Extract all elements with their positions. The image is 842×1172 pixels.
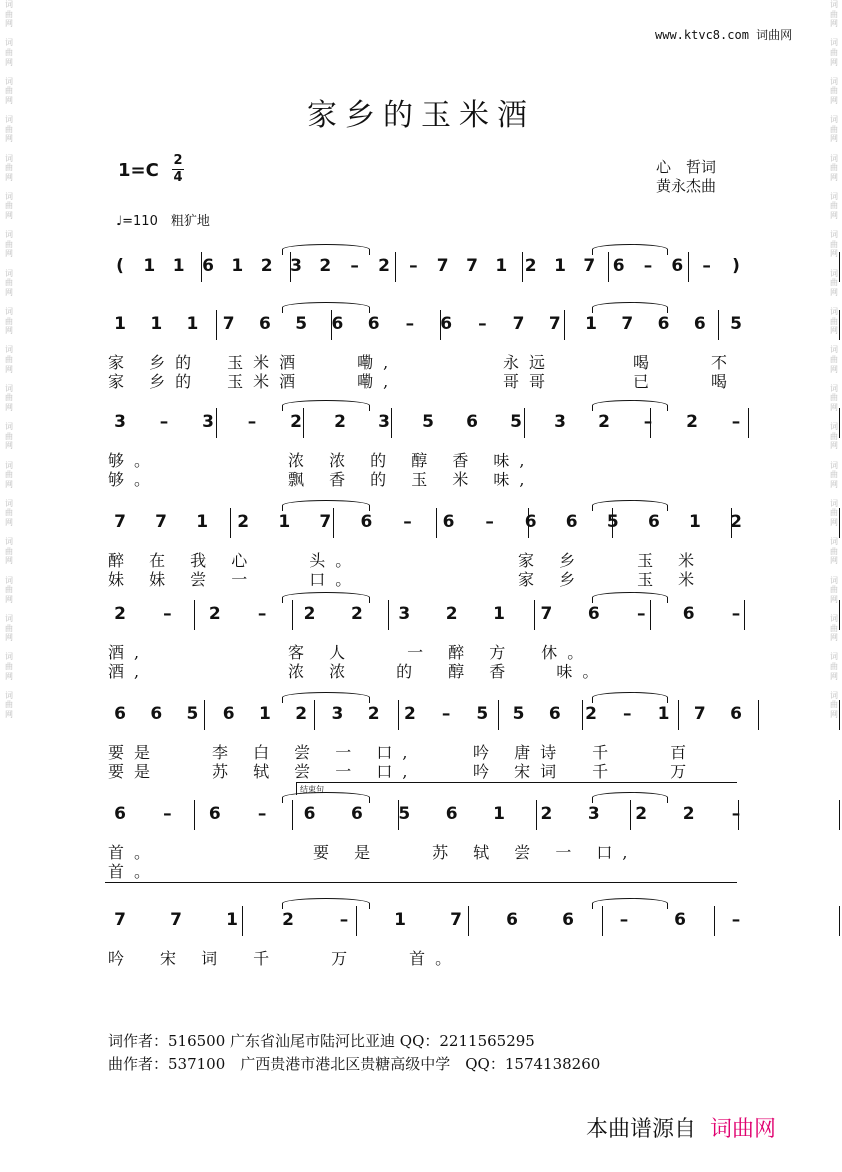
lyric-phrase: 首。 xyxy=(108,843,161,862)
lyric-phrase: 客 人 一 醉 方 休。 xyxy=(288,643,594,662)
lyric-phrase: 哥哥 已 喝 xyxy=(503,372,738,391)
bar-line xyxy=(204,700,205,730)
lyric-verse-2 xyxy=(108,759,738,779)
bar-line xyxy=(758,700,759,730)
source-brand[interactable]: 词曲网 xyxy=(710,1117,777,1142)
note: 6 xyxy=(360,512,373,532)
tempo-marking: ♩=110 粗犷地 xyxy=(116,214,210,229)
site-url[interactable]: www.ktvc8.com 词曲网 xyxy=(655,28,793,42)
tie-arc xyxy=(592,692,668,703)
note: 3 xyxy=(587,804,600,824)
note: 3 xyxy=(398,604,411,624)
lyric-verse-1 xyxy=(108,946,738,966)
note: 7 xyxy=(170,910,182,930)
note: 6 xyxy=(657,314,670,334)
notation-row xyxy=(108,800,741,834)
note: – xyxy=(409,256,418,276)
bar-line xyxy=(331,310,332,340)
note: – xyxy=(403,512,412,532)
note: 6 xyxy=(506,910,518,930)
note: 2 xyxy=(367,704,380,724)
lyric-phrase: 首。 xyxy=(108,862,161,881)
note: – xyxy=(636,604,646,624)
note: 3 xyxy=(554,412,566,432)
note: 7 xyxy=(114,512,126,532)
note: 7 xyxy=(466,256,478,276)
song-title: 家乡的玉米酒 xyxy=(307,98,535,133)
lyric-verse-1 xyxy=(108,840,738,860)
lyric-phrase: 醉 在 我 心 头。 xyxy=(108,551,362,570)
lyricist-contact: 词作者：516500 广东省汕尾市陆河比亚迪 QQ：2211565295 xyxy=(108,1032,535,1050)
note: – xyxy=(731,804,741,824)
bar-line xyxy=(536,800,537,830)
lyric-verse-1 xyxy=(108,448,738,468)
note: 7 xyxy=(155,512,167,532)
note: – xyxy=(159,412,169,432)
bar-line xyxy=(468,906,469,936)
note: 1 xyxy=(114,314,126,334)
note: 5 xyxy=(606,512,619,532)
note: – xyxy=(643,256,653,276)
tie-arc xyxy=(282,500,371,511)
note: 7 xyxy=(512,314,525,334)
notation-row xyxy=(108,310,742,344)
notation-row xyxy=(108,600,741,634)
bar-line xyxy=(839,310,840,340)
note: 2 xyxy=(378,256,390,276)
bar-line xyxy=(216,408,217,438)
note: – xyxy=(339,910,349,930)
note: 1 xyxy=(143,256,156,276)
note: 2 xyxy=(445,604,458,624)
note: 2 xyxy=(334,412,346,432)
note: – xyxy=(731,604,741,624)
left-watermark: 词 曲 网 词 曲 网 词 曲 网 词 曲 网 词 曲 网 词 曲 网 词 曲 网 词 曲 网 词 曲 网 词 曲 网 词 曲 网 词 曲 网 词 曲 网 词 曲 网 词 曲 网 词 曲 网 词 曲 网 词 曲 网 词 曲 网 xyxy=(5,0,13,719)
bar-line xyxy=(839,906,840,936)
lyric-phrase: 家 乡 玉 米 xyxy=(518,551,705,570)
note: 7 xyxy=(693,704,706,724)
right-watermark: 词 曲 网 词 曲 网 词 曲 网 词 曲 网 词 曲 网 词 曲 网 词 曲 网 词 曲 网 词 曲 网 词 曲 网 词 曲 网 词 曲 网 词 曲 网 词 曲 网 词 曲 网 词 曲 网 词 曲 网 词 曲 网 词 曲 网 xyxy=(830,0,838,719)
lyric-phrase: 要是 李 白 尝 一 口, xyxy=(108,743,418,762)
note: 1 xyxy=(394,910,406,930)
note: 6 xyxy=(440,314,453,334)
note: – xyxy=(405,314,415,334)
note: 5 xyxy=(510,412,522,432)
bar-line xyxy=(839,252,840,282)
lyric-verse-2 xyxy=(108,467,738,487)
lyric-verse-1 xyxy=(108,548,738,568)
notation-row xyxy=(108,408,741,442)
bar-line xyxy=(612,508,613,538)
lyric-verse-1 xyxy=(108,640,738,660)
note: 2 xyxy=(585,704,597,724)
lyric-phrase: 妹 妹 尝 一 口。 xyxy=(108,570,362,589)
bar-line xyxy=(582,700,583,730)
note: 2 xyxy=(303,604,316,624)
note: 7 xyxy=(436,256,449,276)
note: 1 xyxy=(554,256,566,276)
ending-bracket xyxy=(296,782,737,795)
time-signature xyxy=(172,154,184,185)
note: 3 xyxy=(331,704,344,724)
bar-line xyxy=(839,800,840,830)
note: 6 xyxy=(150,704,163,724)
note: 6 xyxy=(222,704,235,724)
note: 3 xyxy=(290,256,302,276)
tie-arc xyxy=(282,400,371,411)
tie-arc xyxy=(592,244,668,255)
lyric-phrase: 飘 香 的 玉 米 味, xyxy=(288,470,535,489)
note: 2 xyxy=(682,804,695,824)
bar-line xyxy=(534,600,535,630)
note: 6 xyxy=(114,704,126,724)
lyricist: 心 哲词 xyxy=(656,158,717,176)
note: 5 xyxy=(295,314,308,334)
bar-line xyxy=(398,700,399,730)
note: 6 xyxy=(565,512,578,532)
ending-label: 结束句 xyxy=(300,785,324,794)
note: – xyxy=(702,256,711,276)
note: 6 xyxy=(612,256,625,276)
note: 2 xyxy=(114,604,126,624)
note: – xyxy=(485,512,494,532)
notation-row xyxy=(108,700,742,734)
note: 7 xyxy=(450,910,462,930)
lyric-verse-2 xyxy=(108,369,738,389)
bar-line xyxy=(436,508,437,538)
bar-line xyxy=(290,252,291,282)
bar-line xyxy=(216,310,217,340)
source-credit xyxy=(586,1112,776,1143)
lyric-phrase: 浓 浓 的 醇 香 味, xyxy=(288,451,535,470)
note: – xyxy=(163,604,172,624)
bar-line xyxy=(242,906,243,936)
bar-line xyxy=(522,252,523,282)
lyric-phrase: 要是 苏 轼 尝 一 口, xyxy=(108,762,418,781)
bar-line xyxy=(395,252,396,282)
note: 7 xyxy=(222,314,235,334)
note: – xyxy=(247,412,257,432)
note: 6 xyxy=(445,804,458,824)
note: 3 xyxy=(114,412,126,432)
notation-row xyxy=(108,508,742,542)
ending-rule xyxy=(105,882,737,883)
note: 1 xyxy=(689,512,701,532)
note: – xyxy=(257,604,267,624)
bar-line xyxy=(356,906,357,936)
note: 6 xyxy=(548,704,561,724)
lyric-phrase: 酒, xyxy=(108,643,150,662)
source-prefix: 本曲谱源自 xyxy=(586,1117,697,1142)
lyric-verse-1 xyxy=(108,350,738,370)
lyric-verse-2 xyxy=(108,567,738,587)
note: ( xyxy=(116,256,124,276)
note: 7 xyxy=(319,512,332,532)
bar-line xyxy=(839,408,840,438)
note: 6 xyxy=(647,512,660,532)
bar-line xyxy=(839,508,840,538)
key-signature: 1=C xyxy=(118,160,159,181)
lyric-phrase: 永远 喝 不 xyxy=(503,353,738,372)
bar-line xyxy=(630,800,631,830)
time-top: 2 xyxy=(173,153,183,168)
lyric-phrase: 够。 xyxy=(108,470,161,489)
bar-line xyxy=(738,800,739,830)
bar-line xyxy=(731,508,732,538)
bar-line xyxy=(714,906,715,936)
note: 6 xyxy=(466,412,478,432)
note: – xyxy=(257,804,267,824)
lyric-phrase: 要 是 苏 轼 尝 一 口, xyxy=(313,843,638,862)
bar-line xyxy=(194,800,195,830)
lyric-phrase: 酒, xyxy=(108,662,150,681)
lyric-phrase: 吟 唐诗 千 百 xyxy=(473,743,697,762)
tie-arc xyxy=(282,898,371,909)
note: 1 xyxy=(150,314,163,334)
note: – xyxy=(619,910,629,930)
note: 2 xyxy=(319,256,332,276)
lyric-verse-2 xyxy=(108,659,738,679)
tie-arc xyxy=(592,400,668,411)
bar-line xyxy=(744,600,745,630)
lyric-verse-2 xyxy=(108,859,738,879)
note: 1 xyxy=(278,512,291,532)
note: 3 xyxy=(378,412,390,432)
note: 2 xyxy=(598,412,610,432)
bar-line xyxy=(292,600,293,630)
notation-row xyxy=(108,906,741,940)
note: 7 xyxy=(548,314,561,334)
lyric-phrase: 家 乡 玉 米 xyxy=(518,570,705,589)
note: 6 xyxy=(202,256,214,276)
note: 2 xyxy=(686,412,698,432)
bar-line xyxy=(194,600,195,630)
lyric-verse-1 xyxy=(108,740,738,760)
note: 6 xyxy=(674,910,686,930)
footer xyxy=(108,1030,600,1076)
lyric-phrase: 吟 宋 词 千 万 首。 xyxy=(108,949,462,968)
lyric-phrase: 家 乡的 玉米酒 嘞, xyxy=(108,372,399,391)
tie-arc xyxy=(282,302,371,313)
bar-line xyxy=(498,700,499,730)
tie-arc xyxy=(592,592,668,603)
note: 2 xyxy=(635,804,648,824)
tie-arc xyxy=(282,692,371,703)
composer-contact: 曲作者：537100 广西贵港市港北区贵糖高级中学 QQ：1574138260 xyxy=(108,1055,601,1073)
bar-line xyxy=(391,408,392,438)
bar-line xyxy=(292,800,293,830)
note: 6 xyxy=(671,256,684,276)
note: 6 xyxy=(208,804,221,824)
tie-arc xyxy=(282,592,371,603)
note: – xyxy=(623,704,632,724)
bar-line xyxy=(303,408,304,438)
note: 2 xyxy=(524,256,537,276)
note: 6 xyxy=(682,604,695,624)
bar-line xyxy=(230,508,231,538)
note: 2 xyxy=(260,256,273,276)
note: 1 xyxy=(196,512,209,532)
bar-line xyxy=(528,508,529,538)
notation-row xyxy=(108,252,738,286)
note: – xyxy=(163,804,172,824)
bar-line xyxy=(839,700,840,730)
bar-line xyxy=(650,408,651,438)
note: 1 xyxy=(259,704,271,724)
note: 6 xyxy=(562,910,574,930)
lyric-phrase: 吟 宋词 千 万 xyxy=(473,762,697,781)
bar-line xyxy=(688,252,689,282)
note: 2 xyxy=(295,704,308,724)
credits xyxy=(656,158,716,196)
note: 1 xyxy=(657,704,670,724)
note: 6 xyxy=(730,704,742,724)
note: 7 xyxy=(583,256,596,276)
note: ) xyxy=(732,256,740,276)
note: – xyxy=(731,412,741,432)
note: 6 xyxy=(587,604,600,624)
note: – xyxy=(731,910,741,930)
bar-line xyxy=(650,600,651,630)
note: 1 xyxy=(493,804,505,824)
note: 6 xyxy=(367,314,380,334)
bar-line xyxy=(564,310,565,340)
lyric-phrase: 浓 浓 的 醇 香 味。 xyxy=(288,662,609,681)
note: – xyxy=(441,704,451,724)
bar-line xyxy=(388,600,389,630)
note: 1 xyxy=(585,314,597,334)
note: 2 xyxy=(403,704,416,724)
note: 2 xyxy=(282,910,294,930)
bar-line xyxy=(333,508,334,538)
note: 5 xyxy=(398,804,411,824)
note: 5 xyxy=(512,704,525,724)
note: – xyxy=(350,256,359,276)
bar-line xyxy=(718,310,719,340)
note: 1 xyxy=(226,910,238,930)
note: 1 xyxy=(186,314,199,334)
note: 6 xyxy=(331,314,344,334)
note: – xyxy=(643,412,653,432)
note: 3 xyxy=(202,412,214,432)
note: 7 xyxy=(540,604,553,624)
note: 5 xyxy=(730,314,742,334)
bar-line xyxy=(748,408,749,438)
note: 6 xyxy=(303,804,316,824)
bar-line xyxy=(602,906,603,936)
bar-line xyxy=(440,310,441,340)
bar-line xyxy=(201,252,202,282)
note: 1 xyxy=(231,256,244,276)
bar-line xyxy=(608,252,609,282)
tie-arc xyxy=(592,500,668,511)
note: 6 xyxy=(524,512,537,532)
note: 1 xyxy=(172,256,185,276)
bar-line xyxy=(524,408,525,438)
note: 5 xyxy=(422,412,434,432)
note: 7 xyxy=(621,314,634,334)
note: 1 xyxy=(495,256,508,276)
bar-line xyxy=(314,700,315,730)
note: 6 xyxy=(351,804,363,824)
tie-arc xyxy=(282,244,371,255)
note: 6 xyxy=(259,314,271,334)
note: 2 xyxy=(730,512,742,532)
note: 2 xyxy=(290,412,302,432)
bar-line xyxy=(678,700,679,730)
bar-line xyxy=(839,600,840,630)
note: – xyxy=(478,314,487,334)
note: 5 xyxy=(476,704,489,724)
note: 2 xyxy=(237,512,250,532)
note: 7 xyxy=(114,910,126,930)
note: 2 xyxy=(351,604,363,624)
note: 6 xyxy=(114,804,126,824)
tie-arc xyxy=(592,898,668,909)
bar-line xyxy=(398,800,399,830)
lyric-phrase: 家 乡的 玉米酒 嘞, xyxy=(108,353,399,372)
note: 6 xyxy=(442,512,455,532)
note: 5 xyxy=(186,704,199,724)
note: 2 xyxy=(540,804,553,824)
time-bottom: 4 xyxy=(173,170,183,185)
note: 1 xyxy=(493,604,505,624)
note: 6 xyxy=(693,314,706,334)
lyric-phrase: 够。 xyxy=(108,451,161,470)
note: 2 xyxy=(208,604,221,624)
tie-arc xyxy=(592,302,668,313)
composer: 黄永杰曲 xyxy=(656,177,717,195)
